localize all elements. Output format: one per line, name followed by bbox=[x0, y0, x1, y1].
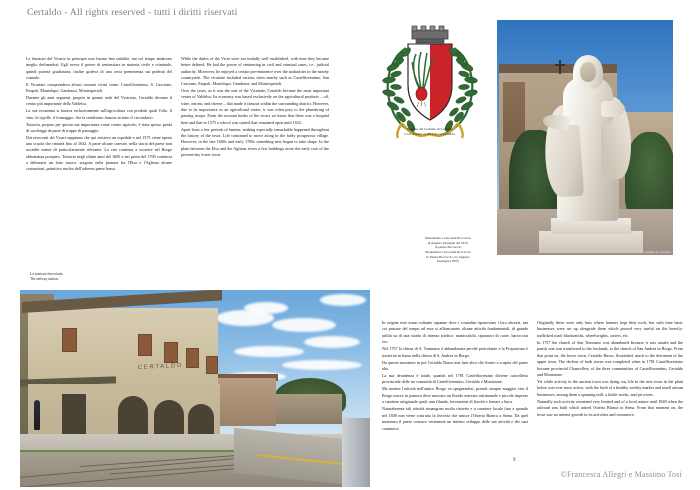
paragraph: Apart from a few periods of famine, nothing especially remarkable happened throughout the history of the town. Life continued to move along in the fairly prosperous village. However, in the late 1600s and early 1700s something new began to take shape. In the plain between the Elsa and the Agliena rivers a few buildings arose the early core of the present-day lower town. bbox=[181, 126, 329, 157]
caption-line: di Augusto Passaglia del 1879, bbox=[427, 240, 469, 245]
caption-line: in Piazza Boccaccio, by Augusto bbox=[426, 254, 470, 259]
station-window bbox=[164, 342, 178, 363]
paragraph: Originally these were only huts where farmers kept their tools, but with time basic businesses were set up alongside them which proved very useful on the heavily-trafficked road: blacksmiths, wheelwrights, carters, etc. bbox=[537, 320, 683, 338]
photo-credit: © Comune di Certaldo bbox=[639, 250, 671, 254]
caption-line: Monumento a Giovanni Boccaccio bbox=[424, 236, 472, 240]
cloud bbox=[244, 302, 288, 314]
far-buildings bbox=[272, 394, 342, 424]
caption-italian: Stemma del Comune di Certaldo. bbox=[406, 127, 454, 131]
background-tree bbox=[625, 132, 673, 216]
paragraph: Naturally such activity remained very limited and of a local nature until 1849 when the railroad was built which united Osteria Bianca to Siena. From that moment on, the town saw an intense growth in its activities and commerce. bbox=[537, 398, 683, 417]
cloud bbox=[234, 346, 304, 357]
boccaccio-statue-photo bbox=[497, 20, 673, 255]
railway-station-photo bbox=[20, 290, 370, 487]
paragraph: While the duties of the Vicar were not initially well established, with time they became better defined. He had the power of sentencing in civil and criminal cases, i.e., judicial authority. Moreover, he enjoyed a certain pre-eminence over the authorities in the nearby countryside. The vicariate included various cities nearby such as Castelfiorentino, San Casciano, Empoli, Montelupo, Gambassi, and Montespertoli. bbox=[181, 56, 329, 87]
caption-line: Passaglia (1879) bbox=[437, 259, 459, 264]
marble-figure bbox=[543, 53, 631, 221]
running-header: Certaldo - All rights reserved - tutti i diritti riservati bbox=[27, 8, 238, 18]
cloud bbox=[272, 318, 336, 332]
station-window bbox=[62, 328, 77, 352]
cloud bbox=[304, 336, 360, 348]
paragraph: In origine esse erano soltanto capanne dove i contadini riponevano i loro attrezzi, ma coi passare del tempo ad esse si affiancarono alcune attività fondamentali, di grande utilità su di una strada di intenso traffico: maniscalchi, riparatori di ruote, barrocciai ecc. bbox=[382, 320, 528, 345]
caption-english: Coat of arms of the City of Certaldo. bbox=[404, 132, 456, 137]
paragraph: Dai resoconti dei Vicari sappiamo che qui esisteva un ospedale e nel 1575 viene aperta una scuola che rimarrà fino al 1632. A parte alcune carestie, nella storia del paese non accadde niente di particolarmente rilevante. La vita continua a scorrere nel Borgo abbastanza prospero. Tuttavia negli ultimi anni del 1600 e nei primi del 1700 comincia a delinearsi un fatto nuovo: sorgono nella pianura fra l'Elsa e l'Agliena alcune costruzioni, primitivo nucleo dell'odierno paese basso. bbox=[26, 134, 172, 172]
statue-caption bbox=[404, 236, 492, 264]
paragraph: In 1757 the church of San Tommaso was abandoned because it was unsafe and the parish seat was transferred to the lowlands, to the church of San Andrea in Borgo. From that point on, the lower town, Certaldo Basso, flourished, much to the detriment of the upper town. The decline of both towns was completed when in 1781 Castelfiorentino became provincial Chancellery of the three communities of Castelfiorentino, Certaldo and Montaione. bbox=[537, 339, 683, 377]
station-window bbox=[138, 334, 152, 356]
paragraph: Nel 1757 la chiesa di S. Tommaso è abbandonata perché pericolante e la Propositura è trasferita in basso nella chiesa di S. Andrea in Borgo. bbox=[382, 346, 528, 358]
english-text-column-top bbox=[181, 56, 329, 159]
cloud bbox=[282, 360, 362, 370]
paragraph: Durante gli anni seguenti, proprio in quanto sede del Vicariato, Certaldo divenne il centro più importante della Valdelsa. bbox=[26, 95, 172, 107]
station-window bbox=[186, 348, 199, 368]
paragraph: Da questo momento in poi Certaldo Basso non farà altro che fiorire a scapito del paese alto. bbox=[382, 359, 528, 372]
coat-of-arms-caption bbox=[372, 127, 488, 137]
paragraph: Naturalmente tali attività rimangono molto ristrette e a carattere locale fino a quando nel 1849 non viene costruita la ferrovia che unisce l'Osteria Bianca a Siena. Da quel momento il paese conosce veramente un intenso sviluppo delle sue attività e dei suoi commerci. bbox=[382, 406, 528, 431]
paragraph: Tuttavia, proprio per questa sua importanza come centro agricolo, è stata spesso preda di saccheggi da parte di truppe di passaggio. bbox=[26, 121, 172, 133]
english-text-column-bottom bbox=[537, 320, 683, 419]
shield-icon bbox=[408, 44, 452, 120]
figure-right-arm bbox=[601, 101, 625, 117]
italian-text-column-top bbox=[26, 56, 172, 173]
figure-face bbox=[580, 62, 596, 82]
footer-credit: ©Francesca Allegri e Massimo Tosi bbox=[560, 470, 682, 479]
station-name-sign: CERTALDO bbox=[138, 362, 183, 372]
paragraph: Le funzioni del Vicario in principio non furono ben stabilite, ma col tempo andarono meglio definendosi. Egli aveva il potere di sentenziare in materia civile e criminale, quindi potestà giudiziaria; inoltre godeva di una certa preminenza sui podestà del contado. bbox=[26, 56, 172, 80]
cloud bbox=[320, 294, 366, 306]
station-annex bbox=[218, 378, 276, 426]
paragraph: Yet while activity in the ancient town was dying out, life in the new town in the plain below was ever more active, with the birth of a healthy weekly market and small artisan businesses, among them a spinning mill, a bottle works, and pit ovens. bbox=[537, 378, 683, 397]
paragraph: Over the years, as it was the seat of the Vicariate, Certaldo became the most important center of Valdelsa. Its economy was based exclusively on the agricultural products – oil, wine, onions, and cheese – that made it famous within the surrounding district. However, due to its importance as an agricultural center, it was often prey to the plundering of passing troops. From the account books of the vicars we know that there was a hospital here and that in 1575 a school was started that remained open until 1632. bbox=[181, 88, 329, 125]
page-number: 9 bbox=[513, 458, 516, 463]
portico-arch bbox=[62, 394, 86, 438]
italian-text-column-bottom bbox=[382, 320, 528, 432]
station-window bbox=[206, 356, 218, 374]
paragraph: Il Vicariato comprendeva alcuni comuni vicini come: Castelfiorentino, S. Casciano, Empoli, Montelupo, Gambassi, Montespertoli. bbox=[26, 81, 172, 94]
paragraph: Ma mentre l'attività nell'antico Borgo va spegnendosi, prende sempre maggior vita il Borgo nuovo in pianura dove nascono un florido mercato settimanale e piccole imprese a carattere artigianale quali: una filanda, lavorazioni di fiaschi e fornaci a buca. bbox=[382, 386, 528, 405]
caption-line: Monument to Giovanni Boccaccio bbox=[425, 250, 471, 255]
caption-line: in piazza Boccaccio bbox=[434, 245, 462, 250]
caption-italian: La stazione ferroviaria. bbox=[30, 272, 64, 276]
statue-base-lower bbox=[539, 231, 643, 253]
caption-english: The railway station. bbox=[30, 277, 59, 282]
person-on-platform bbox=[34, 400, 40, 430]
mural-crown-icon bbox=[412, 26, 448, 43]
figure-left-arm bbox=[542, 113, 570, 130]
paragraph: La sua economia si basava esclusivamente sull'agricoltura con prodotti quali l'olio, il vino, le cipolle, il formaggio, che la rendevano famosa in tutto il circondario. bbox=[26, 108, 172, 120]
paragraph: La sua decadenza è totale, quando nel 1781 Castelfiorentino diviene cancelleria provinciale delle tre comunità di Castelfiorentino, Certaldo e Montaione. bbox=[382, 373, 528, 385]
station-caption bbox=[30, 272, 63, 283]
